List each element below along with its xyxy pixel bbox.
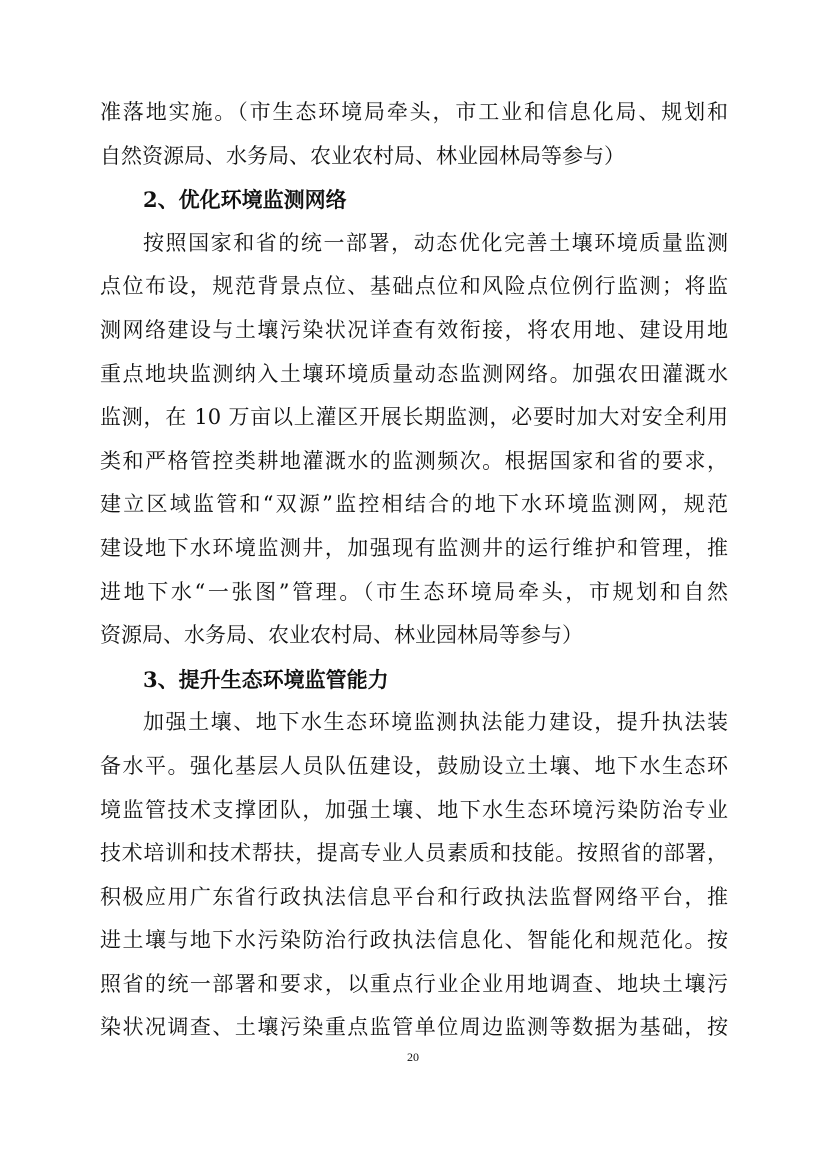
paragraph-line: 点位布设，规范背景点位、基础点位和风险点位例行监测；将监 xyxy=(100,274,728,299)
paragraph-line: 建立区域监管和“双源”监控相结合的地下水环境监测网，规范 xyxy=(100,492,728,517)
paragraph-line: 染状况调查、土壤污染重点监管单位周边监测等数据为基础，按 xyxy=(100,1015,728,1040)
document-body xyxy=(100,91,728,1050)
paragraph-line: 进土壤与地下水污染防治行政执法信息化、智能化和规范化。按 xyxy=(100,928,728,953)
paragraph-line: 监测，在 10 万亩以上灌区开展长期监测，必要时加大对安全利用 xyxy=(100,405,728,430)
paragraph-line: 按照国家和省的统一部署，动态优化完善土壤环境质量监测 xyxy=(143,230,728,255)
section-heading: 3、提升生态环境监管能力 xyxy=(143,666,389,692)
page-number: 20 xyxy=(407,1050,419,1064)
paragraph-line: 自然资源局、水务局、农业农村局、林业园林局等参与） xyxy=(100,143,625,168)
paragraph-line: 资源局、水务局、农业农村局、林业园林局等参与） xyxy=(100,623,583,648)
paragraph-line: 准落地实施。（市生态环境局牵头，市工业和信息化局、规划和 xyxy=(100,100,728,124)
paragraph-line: 测网络建设与土壤污染状况详查有效衔接，将农用地、建设用地 xyxy=(100,317,728,342)
paragraph-line: 技术培训和技术帮扶，提高专业人员素质和技能。按照省的部署， xyxy=(100,841,728,866)
section-heading: 2、优化环境监测网络 xyxy=(143,187,347,213)
paragraph-line: 境监管技术支撑团队，加强土壤、地下水生态环境污染防治专业 xyxy=(100,797,728,822)
paragraph-line: 照省的统一部署和要求，以重点行业企业用地调查、地块土壤污 xyxy=(100,971,728,996)
paragraph-line: 积极应用广东省行政执法信息平台和行政执法监督网络平台，推 xyxy=(100,884,728,909)
paragraph-line: 建设地下水环境监测井，加强现有监测井的运行维护和管理，推 xyxy=(100,535,728,560)
paragraph-line: 类和严格管控类耕地灌溉水的监测频次。根据国家和省的要求， xyxy=(100,448,728,473)
paragraph-line: 加强土壤、地下水生态环境监测执法能力建设，提升执法装 xyxy=(143,710,728,735)
paragraph-line: 重点地块监测纳入土壤环境质量动态监测网络。加强农田灌溉水 xyxy=(100,361,728,386)
paragraph-line: 进地下水“一张图”管理。（市生态环境局牵头，市规划和自然 xyxy=(100,579,728,604)
paragraph-line: 备水平。强化基层人员队伍建设，鼓励设立土壤、地下水生态环 xyxy=(100,753,728,778)
